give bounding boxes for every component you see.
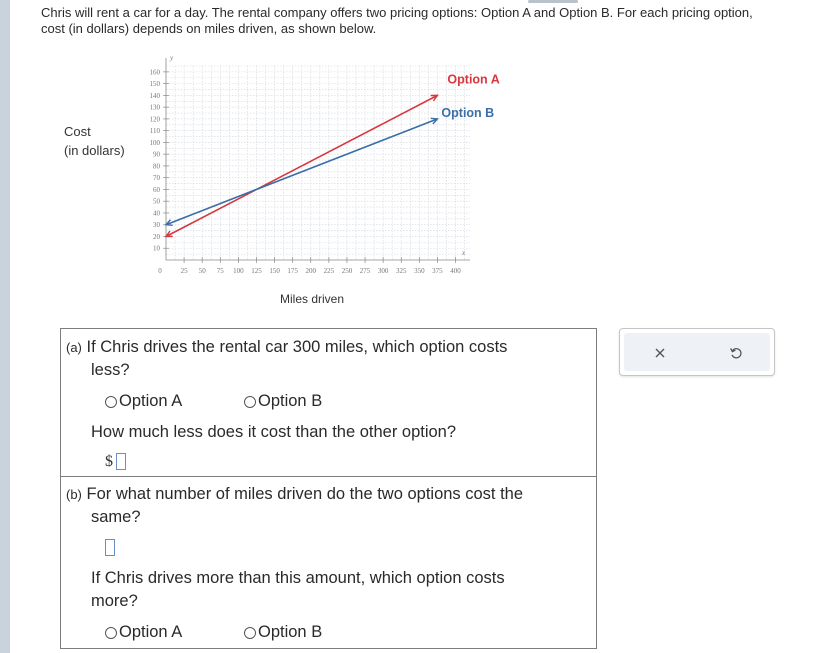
question-a-option-a[interactable] — [105, 392, 182, 411]
y-tick-label: 60 — [153, 185, 160, 194]
radio-circle-icon[interactable] — [244, 627, 256, 639]
x-tick-label: 50 — [198, 267, 206, 275]
y-axis-variable: y — [170, 54, 174, 62]
y-tick-label: 160 — [149, 68, 160, 77]
question-b-followup-line-2: more? — [91, 592, 138, 610]
radio-circle-icon[interactable] — [105, 627, 117, 639]
y-tick-label: 100 — [149, 138, 160, 147]
problem-line-2: cost (in dollars) depends on miles driven, as shown below. — [41, 21, 377, 36]
y-tick-label: 30 — [153, 221, 160, 230]
left-edge-bar — [0, 0, 10, 653]
y-tick-label: 110 — [149, 127, 160, 136]
y-tick-label: 70 — [153, 174, 160, 183]
x-tick-label: 275 — [359, 267, 371, 275]
x-tick-label: 150 — [269, 267, 280, 275]
y-tick-label: 130 — [149, 103, 160, 112]
x-tick-label: 0 — [158, 267, 162, 275]
top-handle — [528, 0, 578, 3]
y-tick-label: 50 — [153, 197, 160, 206]
currency-symbol: $ — [105, 453, 113, 470]
radio-circle-icon[interactable] — [105, 396, 117, 408]
y-tick-label: 150 — [149, 80, 160, 89]
y-tick-label: 90 — [153, 150, 160, 159]
x-tick-label: 250 — [341, 267, 353, 275]
x-tick-label: 200 — [305, 267, 317, 275]
series-label-option-b: Option B — [441, 105, 495, 120]
chart-axes — [166, 58, 470, 260]
option-b-label: Option B — [258, 623, 323, 641]
x-tick-label: 225 — [323, 267, 335, 275]
close-icon — [654, 347, 666, 359]
x-tick-label: 25 — [180, 267, 188, 275]
option-b-label: Option B — [258, 392, 323, 410]
y-tick-label: 10 — [153, 244, 160, 253]
undo-icon — [729, 346, 743, 360]
series-label-option-a: Option A — [447, 72, 500, 87]
option-a-label: Option A — [119, 392, 183, 410]
problem-statement — [41, 5, 811, 37]
question-b-option-b[interactable] — [244, 623, 322, 642]
chart-grid — [166, 66, 470, 260]
x-axis-title: Miles driven — [280, 292, 345, 306]
miles-answer-input[interactable] — [105, 539, 115, 556]
question-b-line-1: For what number of miles driven do the two options cost the — [86, 485, 524, 503]
cost-chart — [140, 48, 500, 293]
radio-circle-icon[interactable] — [244, 396, 256, 408]
question-b-letter: (b) — [66, 487, 82, 502]
difference-answer-input[interactable] — [116, 453, 126, 470]
y-axis-title-line-2: (in dollars) — [64, 143, 125, 158]
question-a-followup: How much less does it cost than the other option? — [91, 423, 457, 441]
question-panel — [60, 328, 597, 649]
question-b-followup-line-1: If Chris drives more than this amount, which option costs — [91, 569, 505, 587]
y-tick-label: 40 — [153, 209, 160, 218]
y-tick-label: 140 — [149, 91, 160, 100]
x-tick-label: 325 — [395, 267, 407, 275]
y-tick-label: 80 — [153, 162, 160, 171]
y-axis-title — [64, 122, 125, 160]
question-divider — [61, 476, 596, 477]
question-a-option-b[interactable] — [244, 392, 322, 411]
x-axis-variable: x — [462, 249, 466, 257]
y-axis-title-line-1: Cost — [64, 124, 91, 139]
x-tick-label: 300 — [377, 267, 389, 275]
chart-series — [166, 72, 500, 236]
x-tick-label: 400 — [450, 267, 461, 275]
x-tick-label: 75 — [216, 267, 224, 275]
question-b-line-2: same? — [91, 508, 141, 526]
problem-line-1: Chris will rent a car for a day. The rental company offers two pricing options: Option A and Option B. For each pricing option, — [41, 5, 753, 20]
x-tick-label: 125 — [251, 267, 262, 275]
x-tick-label: 375 — [432, 267, 443, 275]
answer-tools-inner — [624, 333, 770, 371]
x-tick-label: 100 — [233, 267, 244, 275]
question-a-letter: (a) — [66, 340, 82, 355]
undo-button[interactable] — [724, 341, 748, 365]
question-a-line-1: If Chris drives the rental car 300 miles, which option costs — [86, 338, 508, 356]
series-line-option-a — [166, 95, 437, 236]
question-a-line-2: less? — [91, 361, 130, 379]
y-tick-label: 20 — [153, 232, 160, 241]
option-a-label: Option A — [119, 623, 183, 641]
question-a-text — [66, 336, 507, 359]
x-tick-label: 175 — [287, 267, 298, 275]
answer-tools — [619, 328, 775, 376]
x-tick-label: 350 — [414, 267, 425, 275]
series-line-option-b — [166, 119, 437, 225]
y-tick-label: 120 — [149, 115, 160, 124]
question-b-text — [66, 483, 523, 506]
clear-button[interactable] — [648, 341, 672, 365]
question-b-option-a[interactable] — [105, 623, 182, 642]
